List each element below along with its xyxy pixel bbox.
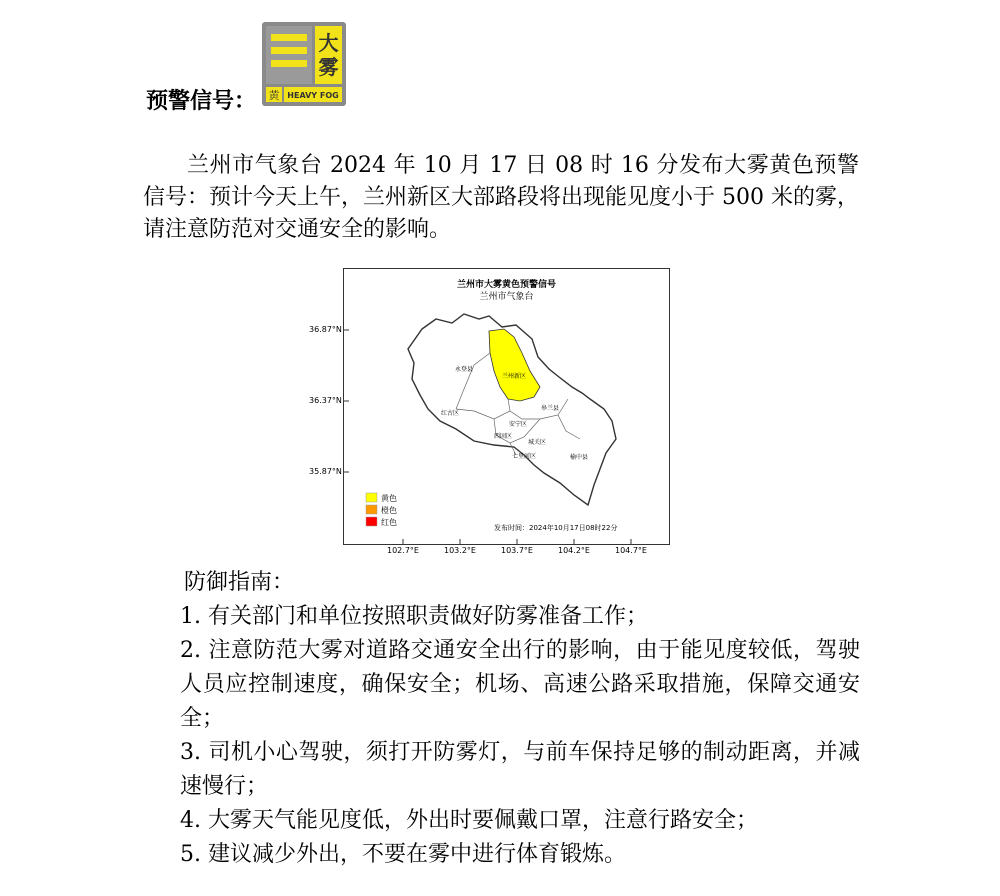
lat-label-3: 35.87°N bbox=[309, 467, 342, 476]
guide-item: 4. 大雾天气能见度低，外出时要佩戴口罩，注意行路安全； bbox=[180, 808, 758, 833]
lat-label-2: 36.37°N bbox=[309, 396, 342, 405]
lon-label-5: 104.7°E bbox=[615, 546, 647, 555]
warning-map bbox=[343, 268, 670, 545]
guide-item: 5. 建议减少外出，不要在雾中进行体育锻炼。 bbox=[180, 842, 626, 867]
icon-small-char: 黄 bbox=[268, 89, 280, 102]
guide-heading: 防御指南： bbox=[184, 570, 295, 595]
lon-label-1: 102.7°E bbox=[387, 546, 419, 555]
lon-label-3: 103.7°E bbox=[501, 546, 533, 555]
guide-list bbox=[180, 600, 860, 872]
guide-item: 2. 注意防范大雾对道路交通安全出行的影响，由于能见度较低，驾驶人员应控制速度，确保安全；机场、高速公路采取措施，保障交通安全； bbox=[180, 638, 860, 731]
icon-english-text: HEAVY FOG bbox=[287, 91, 339, 100]
legend-red: 红色 bbox=[381, 518, 397, 527]
district-qilihe: 七里河区 bbox=[512, 453, 537, 460]
map-title: 兰州市大雾黄色预警信号 bbox=[456, 280, 556, 290]
legend-yellow: 黄色 bbox=[381, 494, 397, 503]
district-gaolan: 皋兰县 bbox=[541, 405, 560, 412]
lat-label-1: 36.87°N bbox=[309, 325, 342, 334]
warning-intro-paragraph: 兰州市气象台 2024 年 10 月 17 日 08 时 16 分发布大雾黄色预警信号：预计今天上午，兰州新区大部路段将出现能见度小于 500 米的雾，请注意防范对交通安全的影响。 bbox=[143, 153, 859, 242]
map-subtitle: 兰州市气象台 bbox=[479, 292, 534, 302]
heavy-fog-yellow-signal-icon bbox=[262, 22, 346, 106]
district-chengguan: 城关区 bbox=[528, 439, 547, 446]
district-anning: 安宁区 bbox=[509, 421, 528, 428]
icon-char-1: 大 bbox=[318, 31, 339, 55]
district-honggu: 红古区 bbox=[441, 410, 460, 417]
district-xigu: 西固区 bbox=[494, 433, 513, 440]
signal-label: 预警信号： bbox=[146, 89, 257, 114]
district-xinqu: 兰州新区 bbox=[502, 373, 527, 380]
district-yuzhong: 榆中县 bbox=[570, 454, 589, 461]
legend-orange: 橙色 bbox=[381, 506, 397, 515]
icon-char-2: 雾 bbox=[318, 55, 339, 79]
guide-item: 1. 有关部门和单位按照职责做好防雾准备工作； bbox=[180, 604, 648, 629]
district-yongdeng: 永登县 bbox=[455, 366, 474, 373]
map-issue-time: 发布时间：2024年10月17日08时22分 bbox=[494, 524, 618, 532]
lon-label-2: 103.2°E bbox=[444, 546, 476, 555]
guide-item: 3. 司机小心驾驶，须打开防雾灯，与前车保持足够的制动距离，并减速慢行； bbox=[180, 740, 860, 799]
lon-label-4: 104.2°E bbox=[558, 546, 590, 555]
